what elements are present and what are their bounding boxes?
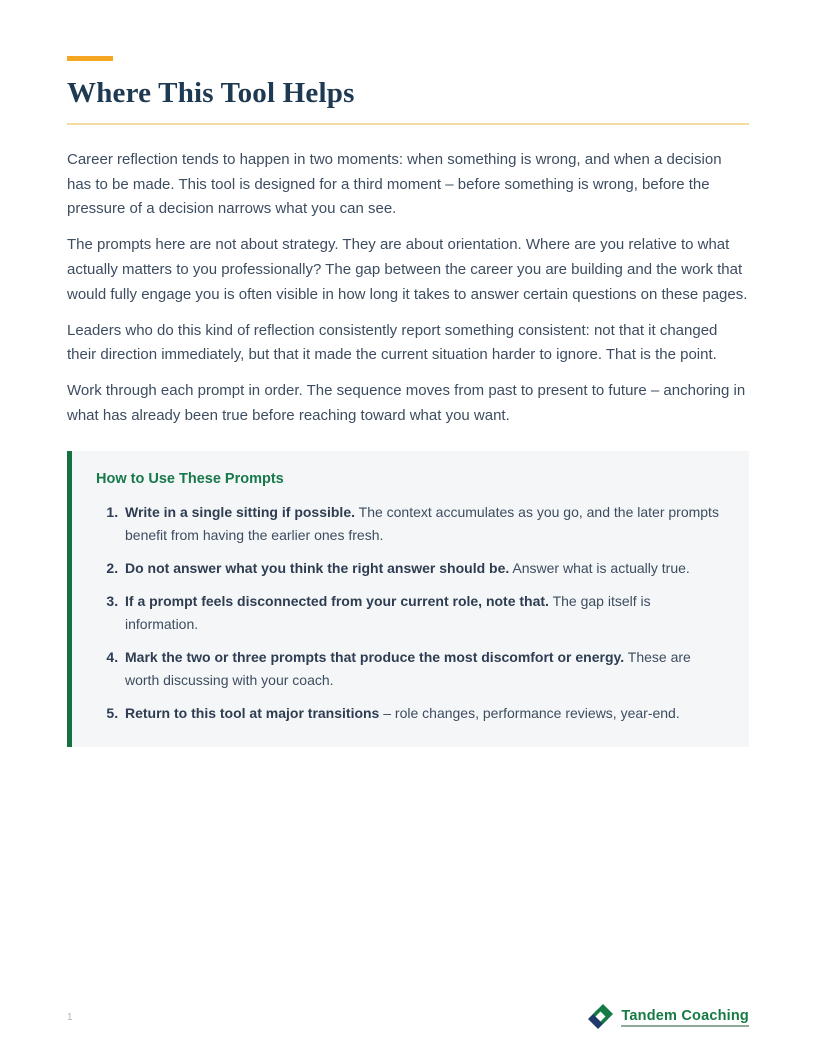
list-item	[122, 702, 725, 725]
callout-numbered-list	[96, 501, 725, 725]
callout-heading: How to Use These Prompts	[96, 470, 284, 487]
list-item-lead: Return to this tool at major transitions	[125, 704, 380, 721]
list-item-lead: Do not answer what you think the right answer should be.	[125, 559, 510, 576]
accent-kicker-line	[67, 56, 113, 61]
list-item	[122, 590, 725, 636]
list-item	[122, 646, 725, 692]
list-item-rest: The context accumulates as you go, and the later prompts benefit from having the earlier ones fresh.	[125, 503, 719, 543]
page-content	[67, 0, 749, 747]
list-item-lead: Write in a single sitting if possible.	[125, 503, 355, 520]
list-item-rest: – role changes, performance reviews, year-end.	[379, 704, 680, 721]
paragraph-3: Leaders who do this kind of reflection consistently report something consistent: not that it changed their direction immediately, but that it made the current situation harder to ignore. That is the point.	[67, 321, 718, 364]
page-number: 1	[67, 1011, 73, 1023]
how-to-use-callout-box	[67, 451, 749, 747]
page-footer	[67, 1002, 749, 1032]
list-item-lead: Mark the two or three prompts that produce the most discomfort or energy.	[125, 648, 625, 665]
list-item	[122, 557, 725, 580]
list-item-rest: These are worth discussing with your coach.	[125, 648, 691, 688]
title-divider-rule	[67, 123, 749, 125]
paragraph-1: Career reflection tends to happen in two moments: when something is wrong, and when a decision has to be made. This tool is designed for a third moment – before something is wrong, before the pressure of a decision narrows what you can see.	[67, 150, 722, 218]
list-item	[122, 501, 725, 547]
list-item-rest: The gap itself is information.	[125, 592, 651, 632]
list-item-rest: Answer what is actually true.	[509, 559, 690, 576]
brand-logo	[586, 1003, 749, 1031]
paragraph-2: The prompts here are not about strategy. They are about orientation. Where are you relative to what actually matters to you professionally? The gap between the career you are building and the work that would fully engage you is often visible in how long it takes to answer certain questions on these pages.	[67, 236, 748, 303]
interlocked-diamonds-icon	[586, 1003, 614, 1031]
list-item-lead: If a prompt feels disconnected from your current role, note that.	[125, 592, 549, 609]
paragraph-4: Work through each prompt in order. The sequence moves from past to present to future – anchoring in what has already been true before reaching toward what you want.	[67, 382, 746, 425]
brand-name: Tandem Coaching	[621, 1008, 749, 1027]
page-title: Where This Tool Helps	[67, 77, 355, 109]
